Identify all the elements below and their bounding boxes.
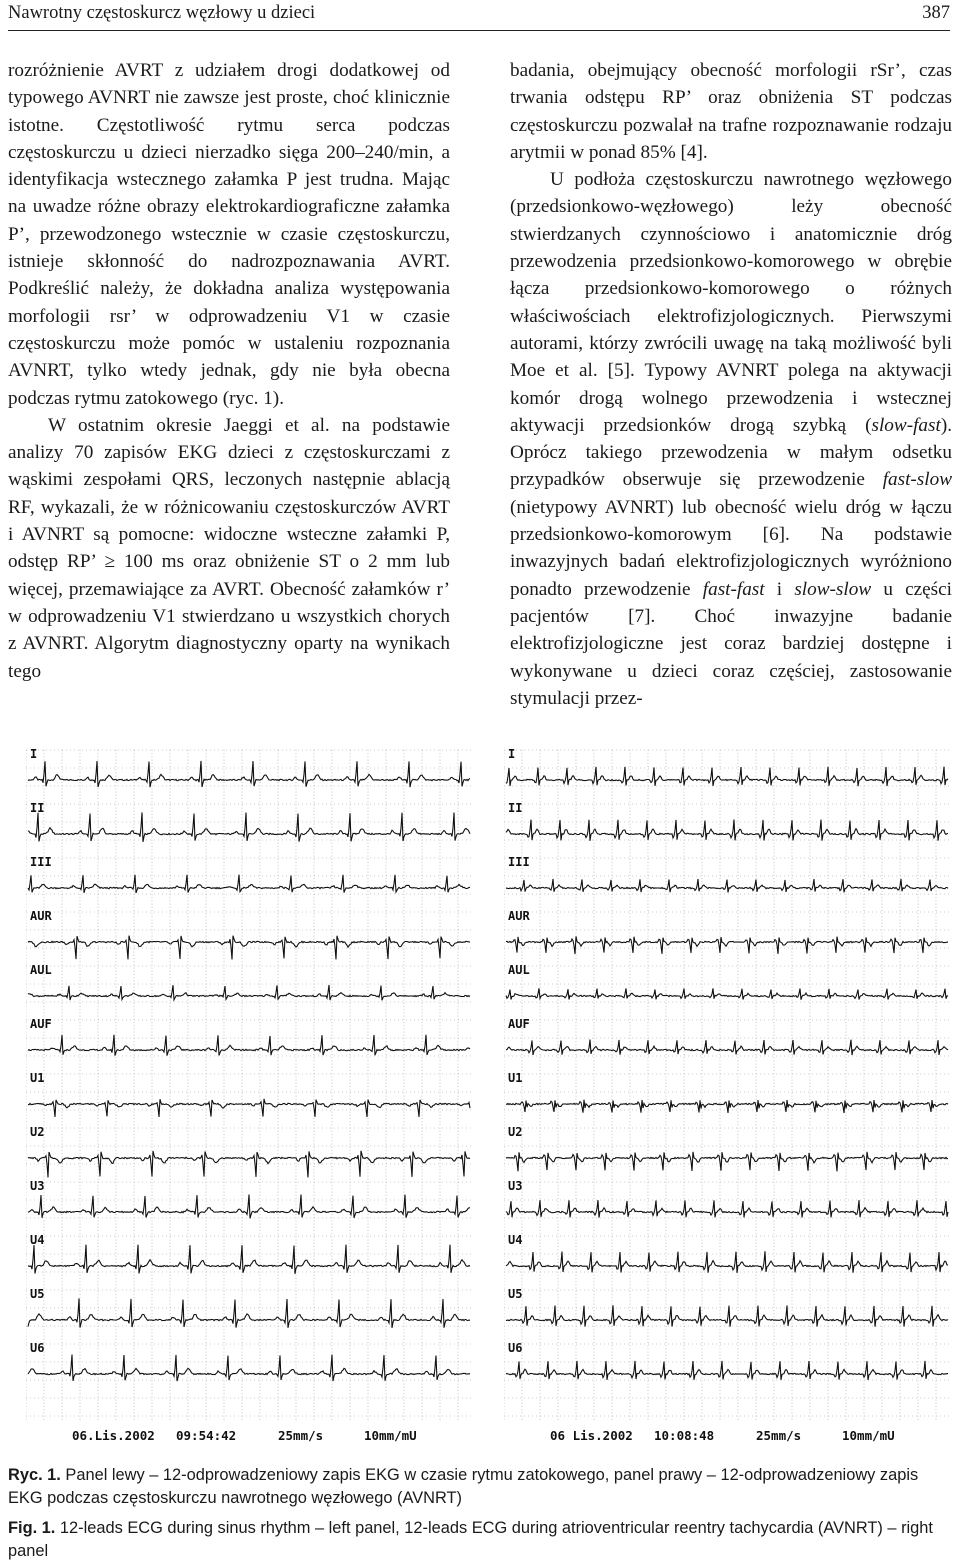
ecg-time: 10:08:48 [654, 1428, 715, 1443]
caption-text-en: 12-leads ECG during sinus rhythm – left panel, 12-leads ECG during atrioventricular reentry tachycardia (AVNRT) – right panel [8, 1519, 933, 1560]
lead-label: I [508, 747, 516, 761]
ecg-trace [506, 1100, 948, 1113]
lead-label: I [30, 747, 38, 761]
left-text-column [8, 57, 450, 685]
page-number: 387 [922, 3, 950, 23]
ecg-panel-sinus-rhythm [26, 742, 472, 1454]
italic-term-slow-slow: slow-slow [794, 578, 872, 600]
text-run: U podłoża częstoskurczu nawrotnego węzłowego (przedsionkowo-węzłowego) leży obecność stwierdzanych czynnościowo i anatomicznie dróg przewodzenia przedsionkowo-komorowego w obrębie łącza przedsionkowo-komorowego o różnych właściwościach elektrofizjologicznych. Pierwszymi autorami, którzy zwrócili uwagę na taką możliwość byli Moe et al. [5]. Typowy AVNRT polega na aktywacji komór drogą wolnego przewodzenia i wstecznej aktywacji przedsionków drogą szybką ( [510, 169, 952, 436]
text-run: ). Oprócz takiego przewodzenia w małym odsetku przypadków obserwuje się przewodzenie [510, 414, 952, 491]
lead-label: AUF [508, 1017, 530, 1031]
ecg-speed: 25mm/s [756, 1428, 802, 1443]
ecg-trace [506, 879, 948, 893]
lead-label: U3 [508, 1179, 523, 1193]
ecg-grid [26, 750, 472, 1421]
lead-label: AUR [30, 909, 52, 923]
ecg-date: 06 Lis.2002 [550, 1428, 633, 1443]
text-run: (nietypowy AVNRT) lub obecność wielu dróg w łączu przedsionkowo-komorowym [6]. Na podstawie inwazyjnych badań elektrofizjologicznych wyróżniono ponadto przewodzenie [510, 496, 952, 600]
italic-term-fast-slow: fast-slow [882, 469, 952, 491]
lead-label: U6 [508, 1341, 523, 1355]
ecg-left-svg [26, 742, 472, 1454]
left-paragraph-1: rozróżnienie AVRT z udziałem drogi dodatkowej od typowego AVNRT nie zawsze jest proste, choć klinicznie istotne. Częstotliwość rytmu serca podczas częstoskurczu u dzieci nierzadko sięga 200–240/min, a identyfikacja wstecznego załamka P jest trudna. Mając na uwadze różne obrazy elektrokardiograficzne załamka P’, przewodzonego wstecznie w czasie częstoskurczu, istnieje skłonność do nadrozpoznawania AVRT. Podkreślić należy, że dokładna analiza występowania morfologii rsr’ w odprowadzeniu V1 w czasie częstoskurczu może pomóc w ustaleniu rozpoznania AVNRT, tylko wtedy jednak, gdy nie była obecna podczas rytmu zatokowego (ryc. 1). [8, 60, 450, 409]
lead-label: AUL [508, 963, 530, 977]
ecg-speed: 25mm/s [278, 1428, 324, 1443]
lead-label: U1 [30, 1071, 45, 1085]
ecg-panel-avnrt [504, 742, 950, 1454]
ecg-right-svg [504, 742, 950, 1454]
lead-label: II [30, 801, 45, 815]
lead-label: III [508, 855, 530, 869]
right-paragraph-2 [510, 166, 952, 712]
italic-term-slow-fast: slow-fast [871, 414, 941, 436]
text-run: i [764, 578, 795, 600]
italic-term-fast-fast: fast-fast [702, 578, 765, 600]
right-paragraph-1: badania, obejmujący obecność morfologii rSr’, czas trwania odstępu RP’ oraz obniżenia ST podczas częstoskurczu pozwalał na trafne rozpoznawanie rodzaju arytmii w ponad 85% [4]. [510, 60, 952, 163]
lead-label: U3 [30, 1179, 45, 1193]
ecg-trace [28, 875, 470, 893]
lead-label: U4 [30, 1233, 45, 1247]
ecg-time: 09:54:42 [176, 1428, 237, 1443]
ecg-trace [506, 1361, 948, 1380]
lead-label: U2 [30, 1125, 45, 1139]
figure-caption-polish [8, 1464, 952, 1510]
running-title: Nawrotny częstoskurcz węzłowy u dzieci [8, 3, 316, 23]
text-run: u części pacjentów [7]. Choć inwazyjne badanie elektrofizjologiczne jest coraz bardziej dostępne i wykonywane u dzieci coraz częściej, zastosowanie stymulacji przez- [510, 578, 952, 709]
caption-label-pl: Ryc. 1. [8, 1466, 61, 1484]
ecg-gain: 10mm/mU [842, 1428, 895, 1443]
lead-label: U6 [30, 1341, 45, 1355]
caption-text-pl: Panel lewy – 12-odprowadzeniowy zapis EKG w czasie rytmu zatokowego, panel prawy – 12-odprowadzeniowy zapis EKG podczas częstoskurczu nawrotnego węzłowego (AVNRT) [8, 1466, 919, 1507]
lead-label: U5 [30, 1287, 45, 1301]
lead-label: AUL [30, 963, 52, 977]
ecg-trace [506, 1152, 948, 1172]
lead-label: AUR [508, 909, 530, 923]
running-header [8, 0, 950, 31]
lead-label: U5 [508, 1287, 523, 1301]
ecg-trace [28, 1099, 470, 1117]
ecg-trace [506, 1251, 948, 1273]
ecg-gain: 10mm/mU [364, 1428, 417, 1443]
figure-caption-english [8, 1517, 952, 1563]
lead-label: U2 [508, 1125, 523, 1139]
right-text-column [510, 57, 952, 712]
lead-label: II [508, 801, 523, 815]
ecg-trace [28, 761, 470, 787]
left-paragraph-2: W ostatnim okresie Jaeggi et al. na podstawie analizy 70 zapisów EKG dzieci z częstoskurczami z wąskimi zespołami QRS, leczonych następnie ablacją RF, wykazali, że w różnicowaniu częstoskurczów AVRT i AVNRT są pomocne: widoczne wsteczne załamki P, odstęp RP’ ≥ 100 ms oraz obniżenie ST o 2 mm lub więcej, przemawiające za AVRT. Obecność załamków r’ w odprowadzeniu V1 stwierdzano u wszystkich chorych z AVNRT. Algorytm diagnostyczny oparty na wynikach tego [8, 414, 450, 682]
ecg-date: 06.Lis.2002 [72, 1428, 155, 1443]
caption-label-en: Fig. 1. [8, 1519, 56, 1537]
lead-label: U4 [508, 1233, 523, 1247]
lead-label: III [30, 855, 52, 869]
lead-label: AUF [30, 1017, 52, 1031]
lead-label: U1 [508, 1071, 523, 1085]
